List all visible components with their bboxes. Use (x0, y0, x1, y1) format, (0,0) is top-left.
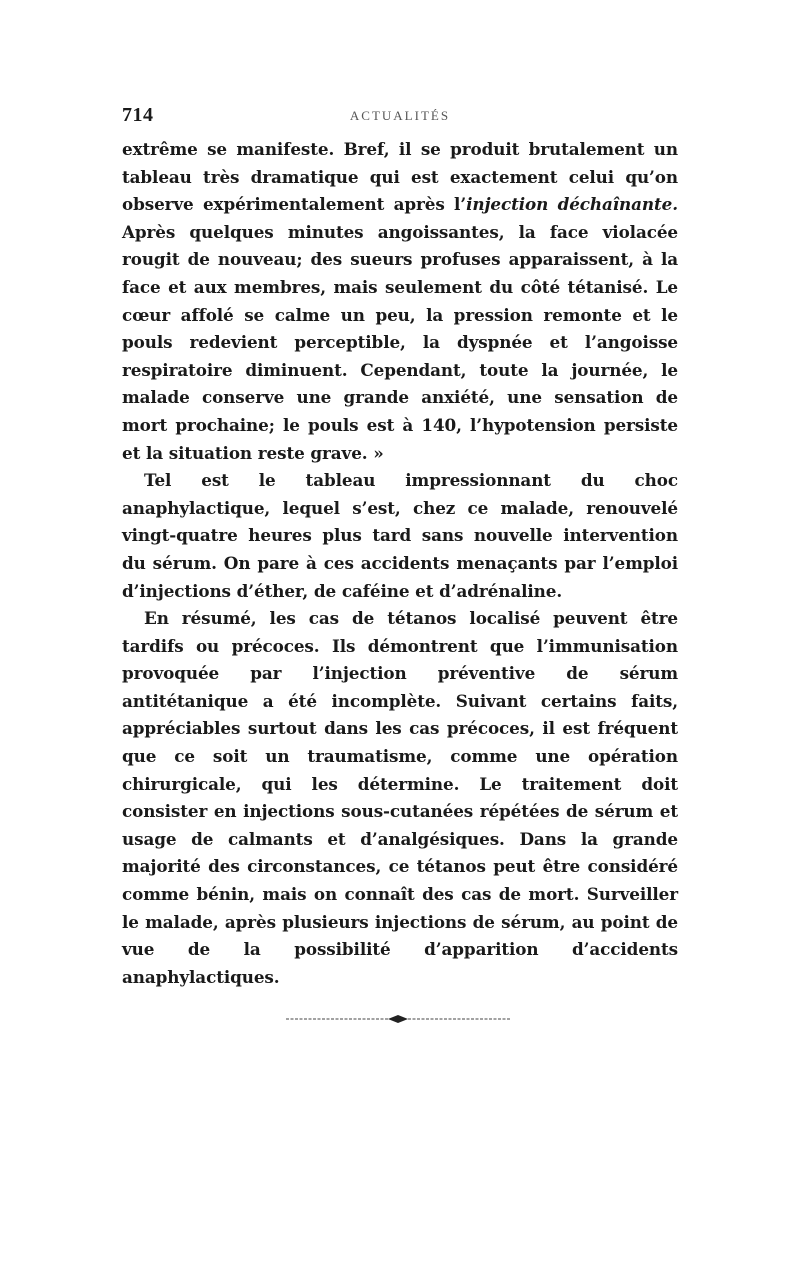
end-ornament (286, 1014, 510, 1024)
paragraph-1-text-after: Après quelques minutes angoissantes, la face violacée rougit de nouveau; des sueurs profuses apparaissent, à la face et aux membres, mais seulement du côté tétanisé. Le cœur affolé se calme un peu, la pression remonte et le pouls redevient perceptible, la dyspnée et l’angoisse respiratoire diminuent. Cependant, toute la journée, le malade conserve une grande anxiété, une sensation de mort prochaine; le pouls est à 140, l’hypotension persiste et la situation reste grave. » (122, 221, 678, 463)
paragraph-1-text: extrême se manifeste. Bref, il se produit brutalement un tableau très dramatique qui est exactement celui qu’on observe expérimentalement après l’ (122, 139, 678, 215)
paragraph-2: Tel est le tableau impressionnant du choc anaphylactique, lequel s’est, chez ce malade, renouvelé vingt-quatre heures plus tard sans nouvelle intervention du sérum. On pare à ces accidents menaçants par l’emploi d’injections d’éther, de caféine et d’adrénaline. (122, 470, 678, 601)
paragraph-1-italic: injection déchaînante. (466, 194, 678, 215)
paragraph-3: En résumé, les cas de tétanos localisé peuvent être tardifs ou précoces. Ils démontrent que l’immunisation provoquée par l’injection préventive de sérum antitétanique a été incomplète. Suivant certains faits, appréciables surtout dans les cas précoces, il est fréquent que ce soit un traumatisme, comme une opération chirurgicale, qui les détermine. Le traitement doit consister en injections sous-cutanées répétées de sérum et usage de calmants et d’analgésiques. Dans la grande majorité des circonstances, ce tétanos peut être considéré comme bénin, mais on connaît des cas de mort. Surveiller le malade, après plusieurs injections de sérum, au point de vue de la possibilité d’apparition d’accidents anaphylactiques. (122, 608, 678, 987)
page-number: 714 (122, 104, 154, 126)
book-page (122, 104, 678, 991)
page-header (122, 104, 678, 130)
running-head: ACTUALITÉS (349, 108, 451, 123)
paragraph-1 (122, 136, 678, 467)
body-text (122, 136, 678, 991)
ornament-center-mark (388, 1015, 408, 1023)
